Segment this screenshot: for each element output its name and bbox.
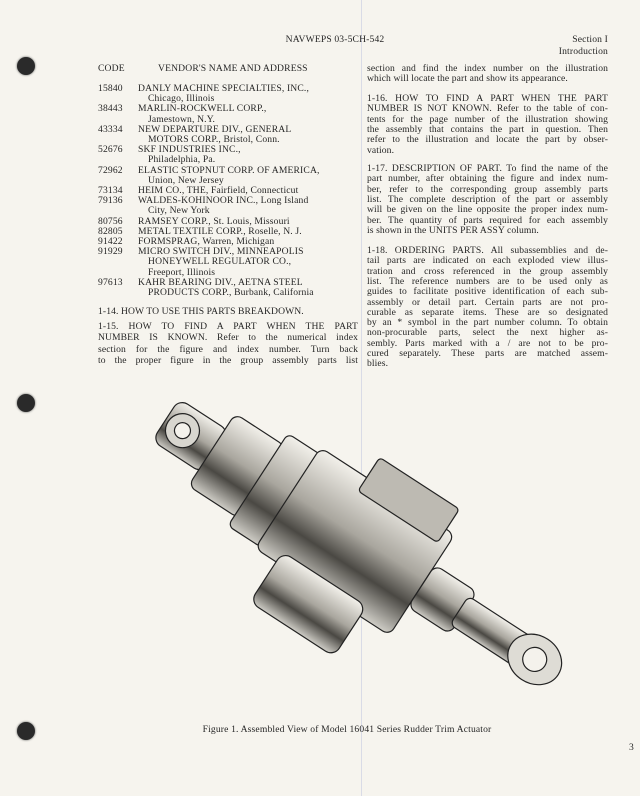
paragraph-line: section and find the index number on the illustration — [367, 63, 608, 74]
vendor-name: METAL TEXTILE CORP., Roselle, N. J. — [138, 225, 302, 237]
paragraph-line: which will locate the part and show its appearance. — [367, 73, 568, 85]
code-column-header: CODE — [98, 63, 125, 74]
vendor-column-header: VENDOR'S NAME AND ADDRESS — [158, 63, 308, 74]
section-title: Introduction — [558, 46, 608, 57]
vendor-address: Chicago, Illinois — [148, 93, 215, 105]
vendor-code: 72962 — [98, 164, 123, 176]
vendor-name: ELASTIC STOPNUT CORP. OF AMERICA, — [138, 164, 320, 176]
vendor-code: 97613 — [98, 276, 123, 288]
vendor-name: NEW DEPARTURE DIV., GENERAL — [138, 123, 292, 135]
paragraph-line: to the proper figure in the group assembly parts list — [98, 354, 358, 366]
vendor-name: WALDES-KOHINOOR INC., Long Island — [138, 195, 309, 207]
vendor-address: Philadelphia, Pa. — [148, 154, 216, 166]
paragraph-line: list. The complete description of the part or assembly — [367, 193, 608, 205]
vendor-address: PRODUCTS CORP., Burbank, California — [148, 287, 314, 298]
paragraph-line: is shown in the UNITS PER ASSY column. — [367, 224, 539, 236]
vendor-address: HONEYWELL REGULATOR CO., — [148, 256, 292, 268]
vendor-code: 73134 — [98, 185, 123, 196]
figure-caption: Figure 1. Assembled View of Model 16041 Series Rudder Trim Actuator — [202, 724, 492, 735]
paragraph-line: guides to facilitate positive identification of each sub- — [367, 286, 608, 298]
paragraph-line: 1-18. ORDERING PARTS. All subassemblies and de- — [367, 245, 608, 256]
paragraph-line: curable as separate items. These are so designated — [367, 306, 608, 318]
paragraph-line: refer to the illustration and locate the part by obser- — [367, 134, 608, 146]
vendor-code: 91929 — [98, 246, 123, 258]
paragraph-line: ber, refer to the corresponding group assembly parts — [367, 183, 608, 195]
vendor-name: MARLIN-ROCKWELL CORP., — [138, 103, 267, 115]
paragraph-line: part number, after obtaining the figure and index num- — [367, 173, 608, 185]
paragraph-line: ber. The quantity of parts required for each assembly — [367, 214, 608, 226]
paragraph-line: 1-15. HOW TO FIND A PART WHEN THE PART — [98, 321, 358, 332]
paragraph-line: tail parts are indicated on each exploded view illus- — [367, 255, 608, 267]
vendor-name: RAMSEY CORP., St. Louis, Missouri — [138, 215, 290, 227]
vendor-name: KAHR BEARING DIV., AETNA STEEL — [138, 276, 303, 288]
vendor-name: DANLY MACHINE SPECIALTIES, INC., — [138, 83, 310, 94]
paragraph-line: cured separately. These parts are matched assem- — [367, 348, 608, 359]
vendor-address: Jamestown, N.Y. — [148, 113, 216, 125]
paragraph-line: blies. — [367, 358, 389, 370]
page-number: 3 — [629, 742, 634, 753]
paragraph-line: tration and cross referenced in the group assembly — [367, 265, 608, 277]
paragraph-line: list. The reference numbers are to be used only as — [367, 275, 608, 287]
paragraph-line: sembly. Parts marked with a / are not to be pro- — [367, 337, 608, 349]
section-label: Section I — [572, 34, 608, 45]
vendor-name: HEIM CO., THE, Fairfield, Connecticut — [138, 185, 299, 196]
vendor-code: 43334 — [98, 123, 123, 135]
vendor-code: 91422 — [98, 236, 123, 247]
paragraph-line: assembly or detail part. Certain parts are not pro- — [367, 296, 608, 308]
binder-hole — [17, 394, 35, 412]
paragraph-line: the assembly that contains the part in question. Then — [367, 123, 608, 135]
binder-hole — [17, 57, 35, 75]
vendor-code: 79136 — [98, 195, 123, 207]
paragraph-line: non-procurable parts, select the next higher as- — [367, 327, 608, 339]
vendor-address: Union, New Jersey — [148, 174, 224, 186]
paragraph-line: NUMBER IS NOT KNOWN. Refer to the table of con- — [367, 103, 608, 115]
vendor-code: 38443 — [98, 103, 123, 115]
vendor-address: MOTORS CORP., Bristol, Conn. — [148, 134, 280, 145]
vendor-code: 82805 — [98, 225, 123, 237]
paragraph-line: vation. — [367, 144, 395, 156]
actuator-illustration — [138, 390, 568, 720]
document-number: NAVWEPS 03-5CH-542 — [285, 34, 385, 45]
paragraph-line: by an * symbol in the part number column. To obtain — [367, 317, 608, 329]
paragraph-line: section for the figure and index number. Turn back — [98, 343, 358, 355]
paragraph-line: NUMBER IS KNOWN. Refer to the numerical index — [98, 332, 358, 344]
vendor-address: Freeport, Illinois — [148, 266, 216, 278]
paragraph-line: 1-14. HOW TO USE THIS PARTS BREAKDOWN. — [98, 306, 304, 317]
vendor-name: FORMSPRAG, Warren, Michigan — [138, 236, 275, 247]
vendor-name: SKF INDUSTRIES INC., — [138, 144, 241, 156]
vendor-code: 80756 — [98, 215, 123, 227]
paragraph-line: 1-17. DESCRIPTION OF PART. To find the name of the — [367, 163, 608, 174]
vendor-code: 15840 — [98, 83, 123, 94]
paragraph-line: 1-16. HOW TO FIND A PART WHEN THE PART — [367, 93, 608, 104]
vendor-address: City, New York — [148, 205, 210, 217]
vendor-code: 52676 — [98, 144, 123, 156]
paragraph-line: will be given on the line opposite the proper index num- — [367, 204, 608, 216]
paragraph-line: tents for the page number of the illustration showing — [367, 113, 608, 125]
vendor-name: MICRO SWITCH DIV., MINNEAPOLIS — [138, 246, 304, 258]
